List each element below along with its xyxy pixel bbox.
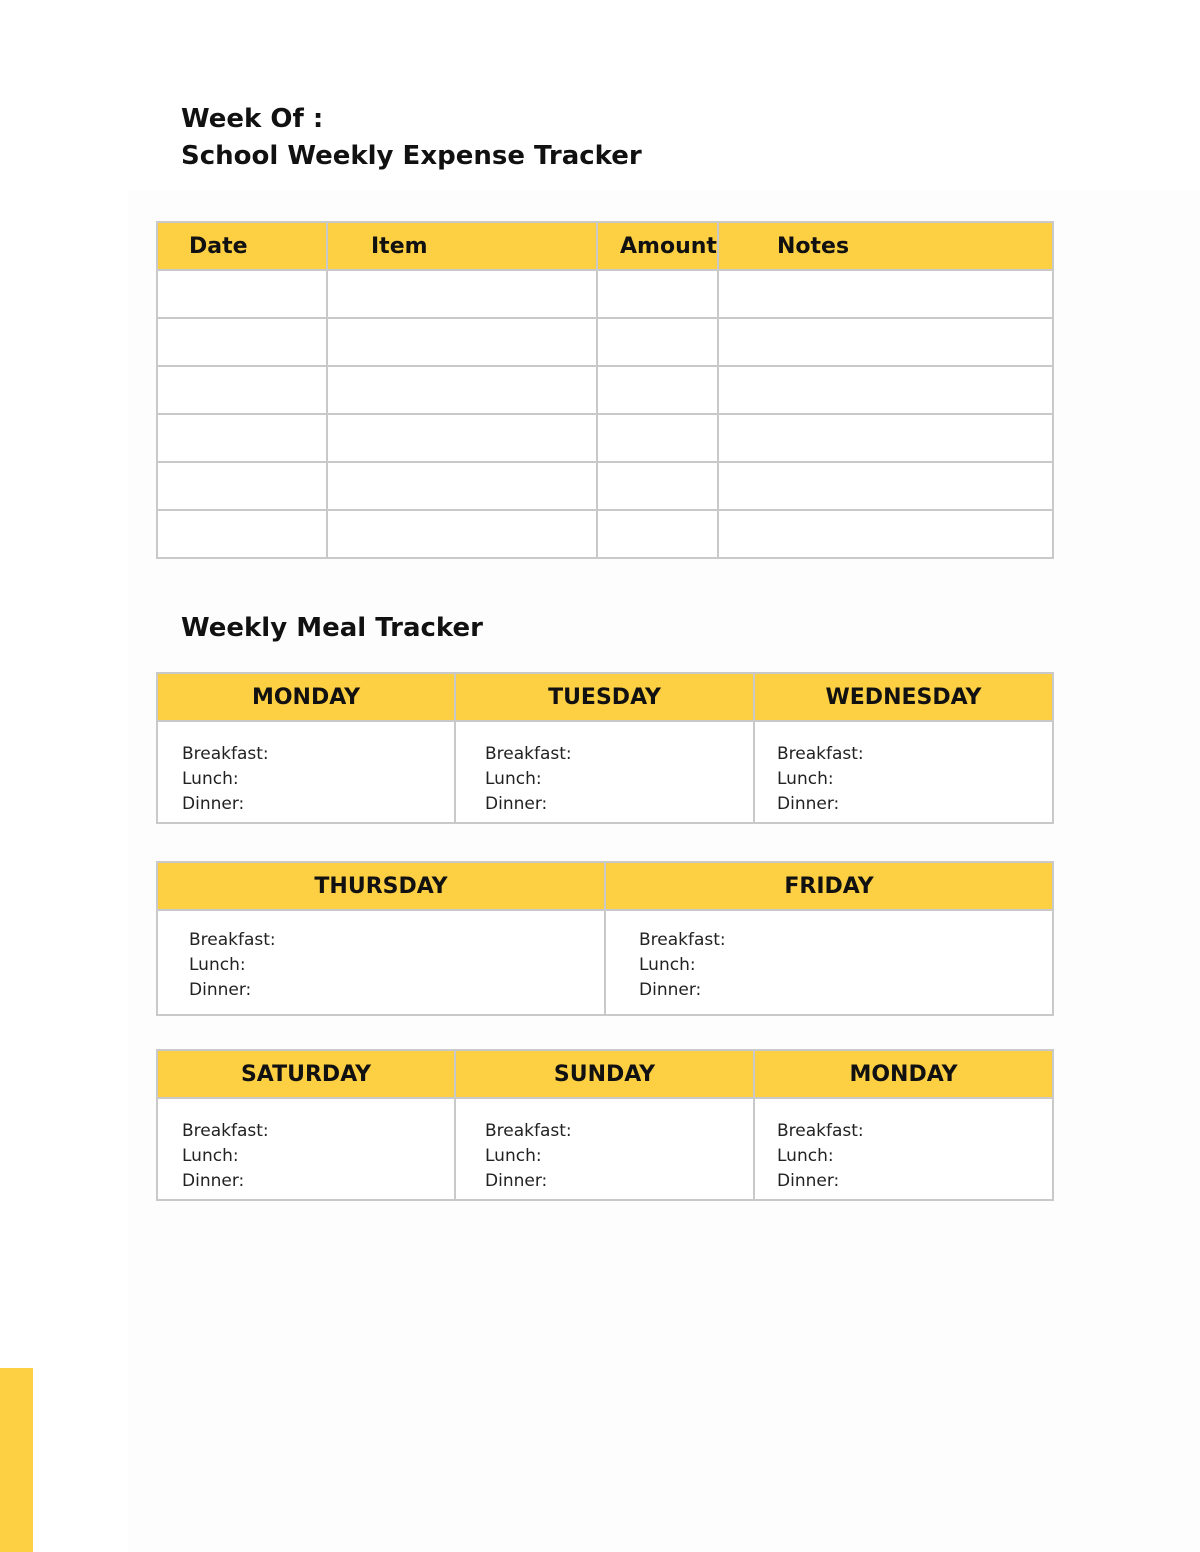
breakfast-label: Breakfast:: [777, 1121, 864, 1141]
item-cell[interactable]: [327, 318, 597, 366]
day-header-sunday: SUNDAY: [455, 1050, 754, 1098]
dinner-label: Dinner:: [182, 794, 245, 814]
meal-row-2: [156, 861, 1054, 1016]
meal-cell-sunday[interactable]: [455, 1098, 754, 1200]
dinner-label: Dinner:: [777, 794, 840, 814]
notes-cell[interactable]: [718, 366, 1053, 414]
lunch-label: Lunch:: [182, 1146, 239, 1166]
day-header-friday: FRIDAY: [605, 862, 1053, 910]
breakfast-label: Breakfast:: [182, 1121, 269, 1141]
table-row: [157, 510, 1053, 558]
notes-cell[interactable]: [718, 318, 1053, 366]
column-header-date: Date: [157, 222, 327, 270]
date-cell[interactable]: [157, 414, 327, 462]
lunch-label: Lunch:: [485, 769, 542, 789]
amount-cell[interactable]: [597, 414, 718, 462]
table-row: [157, 366, 1053, 414]
day-header-monday-next: MONDAY: [754, 1050, 1053, 1098]
date-cell[interactable]: [157, 366, 327, 414]
meal-cell-wednesday[interactable]: [754, 721, 1053, 823]
day-header-saturday: SATURDAY: [157, 1050, 455, 1098]
item-cell[interactable]: [327, 414, 597, 462]
dinner-label: Dinner:: [639, 980, 702, 1000]
meal-cell-friday[interactable]: [605, 910, 1053, 1015]
table-row: [157, 270, 1053, 318]
accent-bar: [0, 1368, 33, 1552]
meal-cell-thursday[interactable]: [157, 910, 605, 1015]
meal-cell-monday-next[interactable]: [754, 1098, 1053, 1200]
date-cell[interactable]: [157, 510, 327, 558]
meal-cell-monday[interactable]: [157, 721, 455, 823]
dinner-label: Dinner:: [182, 1171, 245, 1191]
table-row: [157, 414, 1053, 462]
meal-cell-tuesday[interactable]: [455, 721, 754, 823]
expense-table: [156, 221, 1054, 559]
lunch-label: Lunch:: [777, 769, 834, 789]
breakfast-label: Breakfast:: [485, 744, 572, 764]
lunch-label: Lunch:: [182, 769, 239, 789]
date-cell[interactable]: [157, 462, 327, 510]
page-title: School Weekly Expense Tracker: [181, 141, 642, 171]
table-row: [157, 462, 1053, 510]
column-header-notes: Notes: [718, 222, 1053, 270]
week-of-label: Week Of :: [181, 104, 324, 134]
breakfast-label: Breakfast:: [182, 744, 269, 764]
day-header-wednesday: WEDNESDAY: [754, 673, 1053, 721]
dinner-label: Dinner:: [485, 794, 548, 814]
breakfast-label: Breakfast:: [189, 930, 276, 950]
dinner-label: Dinner:: [485, 1171, 548, 1191]
meal-tracker-title: Weekly Meal Tracker: [181, 613, 483, 643]
dinner-label: Dinner:: [777, 1171, 840, 1191]
date-cell[interactable]: [157, 318, 327, 366]
breakfast-label: Breakfast:: [639, 930, 726, 950]
breakfast-label: Breakfast:: [777, 744, 864, 764]
amount-cell[interactable]: [597, 318, 718, 366]
date-cell[interactable]: [157, 270, 327, 318]
notes-cell[interactable]: [718, 414, 1053, 462]
expense-header-row: [157, 222, 1053, 270]
item-cell[interactable]: [327, 462, 597, 510]
day-header-tuesday: TUESDAY: [455, 673, 754, 721]
lunch-label: Lunch:: [485, 1146, 542, 1166]
item-cell[interactable]: [327, 270, 597, 318]
day-header-monday: MONDAY: [157, 673, 455, 721]
day-header-thursday: THURSDAY: [157, 862, 605, 910]
lunch-label: Lunch:: [189, 955, 246, 975]
breakfast-label: Breakfast:: [485, 1121, 572, 1141]
lunch-label: Lunch:: [639, 955, 696, 975]
meal-row-1: [156, 672, 1054, 824]
meal-row-3: [156, 1049, 1054, 1201]
amount-cell[interactable]: [597, 462, 718, 510]
item-cell[interactable]: [327, 510, 597, 558]
dinner-label: Dinner:: [189, 980, 252, 1000]
notes-cell[interactable]: [718, 462, 1053, 510]
amount-cell[interactable]: [597, 366, 718, 414]
notes-cell[interactable]: [718, 270, 1053, 318]
column-header-item: Item: [327, 222, 597, 270]
meal-cell-saturday[interactable]: [157, 1098, 455, 1200]
column-header-amount: Amount: [597, 222, 718, 270]
item-cell[interactable]: [327, 366, 597, 414]
amount-cell[interactable]: [597, 270, 718, 318]
table-row: [157, 318, 1053, 366]
notes-cell[interactable]: [718, 510, 1053, 558]
amount-cell[interactable]: [597, 510, 718, 558]
lunch-label: Lunch:: [777, 1146, 834, 1166]
